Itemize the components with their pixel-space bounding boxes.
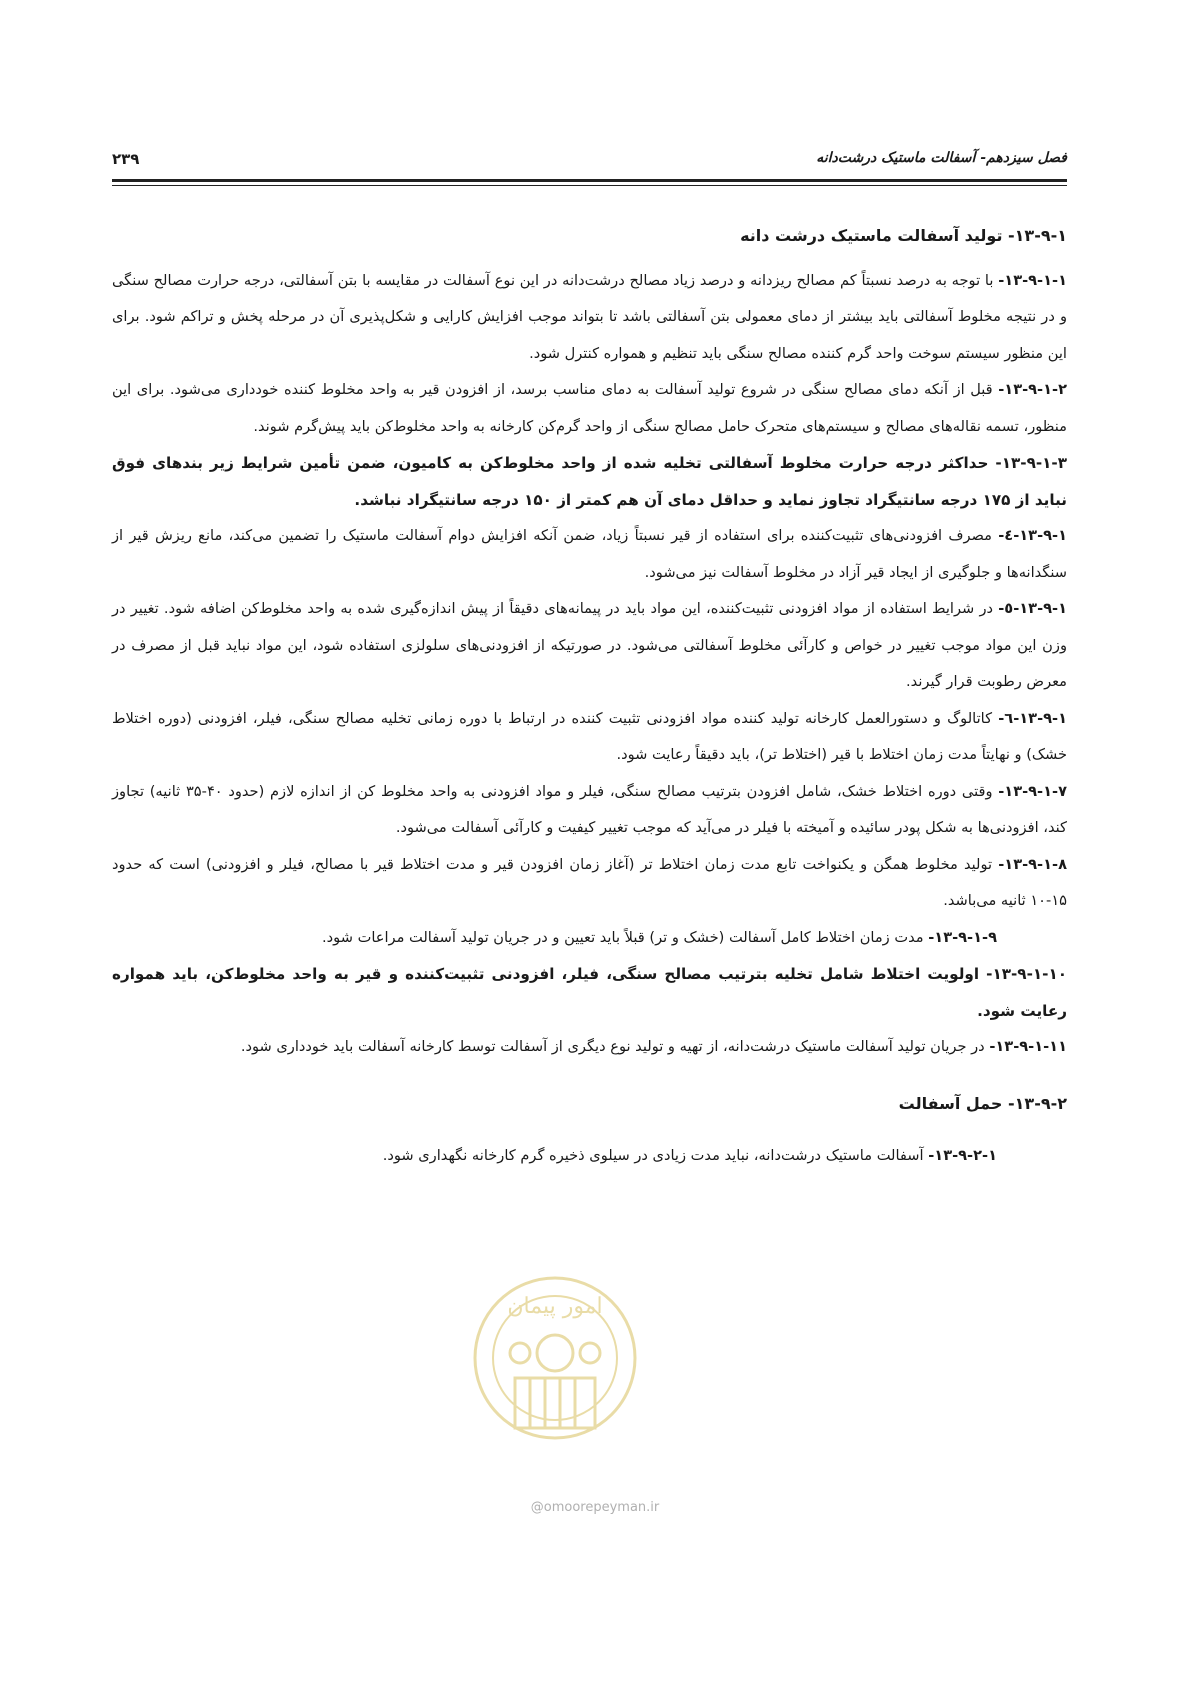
- chapter-title: فصل سیزدهم- آسفالت ماستیک درشت‌دانه: [816, 150, 1067, 166]
- section-heading-1: ۱۳-۹-۱- تولید آسفالت ماستیک درشت دانه: [740, 226, 1067, 245]
- clause-number: ۱۳-۹-۱-۷-: [998, 782, 1067, 800]
- paragraph-bold: [112, 445, 1067, 518]
- clause-text: در شرایط استفاده از مواد افزودنی تثبیت‌کننده، این مواد باید در پیمانه‌های دقیقاً از پیش اندازه‌گیری شده به واحد مخلوط‌کن اضافه شود. تغییر در وزن این مواد موجب تغییر در خواص و کارآئی مخلوط آسفالتی می‌شود. در صورتیکه از افزودنی‌های سلولزی استفاده شود، این مواد نباید قبل از مصرف در معرض رطوبت قرار گیرند.: [112, 600, 1067, 690]
- clause-number: ۱۳-۹-۱-۱-: [998, 271, 1067, 289]
- clause-number: ۱۳-۹-۱-۱۱-: [989, 1038, 1067, 1055]
- paragraph: [112, 920, 1067, 957]
- clause-number: ۱۳-۹-۱-٤-: [998, 527, 1067, 544]
- header-rule-thin: [112, 185, 1067, 186]
- clause-number: ۱۳-۹-۲-۱-: [928, 1147, 997, 1164]
- paragraph: [112, 774, 1067, 847]
- paragraph: [112, 591, 1067, 701]
- paragraph: [112, 1029, 1067, 1066]
- watermark-logo: [460, 1258, 650, 1458]
- clause-number: ۱۳-۹-۱-٦-: [998, 709, 1067, 727]
- clause-text: تولید مخلوط همگن و یکنواخت تابع مدت زمان اختلاط تر (آغاز زمان افزودن قیر و مدت اختلاط قیر با مصالح، فیلر و افزودنی) است که حدود ۱۵-۱۰ ثانیه می‌باشد.: [112, 855, 1067, 909]
- clause-number: ۱۳-۹-۱-۹-: [928, 928, 997, 946]
- clause-number: ۱۳-۹-۱-٥-: [998, 600, 1067, 617]
- clause-text: اولویت اختلاط شامل تخلیه بترتیب مصالح سنگی، فیلر، افزودنی تثبیت‌کننده و قیر به واحد مخلوط‌کن، باید همواره رعایت شود.: [112, 965, 1067, 1020]
- page-content: [112, 218, 1067, 1175]
- clause-number: ۱۳-۹-۱-۸-: [998, 855, 1067, 873]
- section-heading-2: ۱۳-۹-۲- حمل آسفالت: [898, 1093, 1067, 1113]
- watermark-logo-text: امور پیمان: [507, 1294, 603, 1319]
- clause-text: حداکثر درجه حرارت مخلوط آسفالتی تخلیه شده از واحد مخلوط‌کن به کامیون، ضمن تأمین شرایط زیر بندهای فوق نباید از ۱۷۵ درجه سانتیگراد تجاوز نماید و حداقل دمای آن هم کمتر از ۱۵۰ درجه سانتیگراد نباشد.: [112, 454, 1067, 509]
- paragraph: [112, 1138, 1067, 1175]
- clause-number: ۱۳-۹-۱-۱۰-: [986, 965, 1067, 983]
- clause-number: ۱۳-۹-۱-۳-: [995, 454, 1067, 472]
- paragraph: [112, 847, 1067, 920]
- watermark-url: @omoorepeyman.ir: [530, 1500, 660, 1515]
- clause-number: ۱۳-۹-۱-۲-: [998, 381, 1067, 398]
- page-number: ۲۳۹: [112, 150, 140, 168]
- clause-text: قبل از آنکه دمای مصالح سنگی در شروع تولید آسفالت به دمای مناسب برسد، از افزودن قیر به واحد مخلوط کننده خودداری می‌شود. برای این منظور، تسمه نقاله‌های مصالح و سیستم‌های متحرک حامل مصالح سنگی از واحد گرم‌کن کارخانه به واحد مخلوط‌کن باید پیش‌گرم شوند.: [112, 381, 1067, 435]
- clause-text: مدت زمان اختلاط کامل آسفالت (خشک و تر) قبلاً باید تعیین و در جریان تولید آسفالت مراعات شود.: [322, 928, 929, 946]
- paragraph: [112, 372, 1067, 445]
- clause-text: مصرف افزودنی‌های تثبیت‌کننده برای استفاده از قیر نسبتاً زیاد، ضمن آنکه افزایش دوام آسفالت ماستیک را تضمین می‌کند، مانع ریزش قیر از سنگدانه‌ها و جلوگیری از ایجاد قیر آزاد در مخلوط آسفالت نیز می‌شود.: [112, 527, 1067, 581]
- paragraph: [112, 263, 1067, 373]
- clause-text: کاتالوگ و دستورالعمل کارخانه تولید کننده مواد افزودنی تثبیت کننده در ارتباط با دوره زمانی تخلیه مصالح سنگی، فیلر، افزودنی (دوره اختلاط خشک) و نهایتاً مدت زمان اختلاط با قیر (اختلاط تر)، باید دقیقاً رعایت شود.: [112, 709, 1067, 763]
- page-header: [112, 150, 1067, 180]
- clause-text: با توجه به درصد نسبتاً کم مصالح ریزدانه و درصد زیاد مصالح درشت‌دانه در این نوع آسفالت در مقایسه با بتن آسفالتی، درجه حرارت مصالح سنگی و در نتیجه مخلوط آسفالتی باید بیشتر از دمای معمولی بتن آسفالتی باشد تا بتواند موجب افزایش کارایی و شکل‌پذیری آن در مرحله پخش و تراکم شود. برای این منظور سیستم سوخت واحد گرم کننده مصالح سنگی باید تنظیم و همواره کنترل شود.: [112, 271, 1067, 362]
- clause-text: در جریان تولید آسفالت ماستیک درشت‌دانه، از تهیه و تولید نوع دیگری از آسفالت توسط کارخانه آسفالت باید خودداری شود.: [240, 1038, 990, 1055]
- paragraph-bold: [112, 956, 1067, 1029]
- clause-text: آسفالت ماستیک درشت‌دانه، نباید مدت زیادی در سیلوی ذخیره گرم کارخانه نگهداری شود.: [382, 1147, 929, 1164]
- paragraph: [112, 518, 1067, 591]
- paragraph: [112, 701, 1067, 774]
- header-rule-thick: [112, 179, 1067, 182]
- clause-text: وقتی دوره اختلاط خشک، شامل افزودن بترتیب مصالح سنگی، فیلر و مواد افزودنی به واحد مخلوط کن از اندازه لازم (حدود ۴۰-۳۵ ثانیه) تجاوز کند، افزودنی‌ها به شکل پودر سائیده و آمیخته با فیلر در می‌آید که موجب تغییر کیفیت و کارآئی آسفالت می‌شود.: [112, 782, 1067, 836]
